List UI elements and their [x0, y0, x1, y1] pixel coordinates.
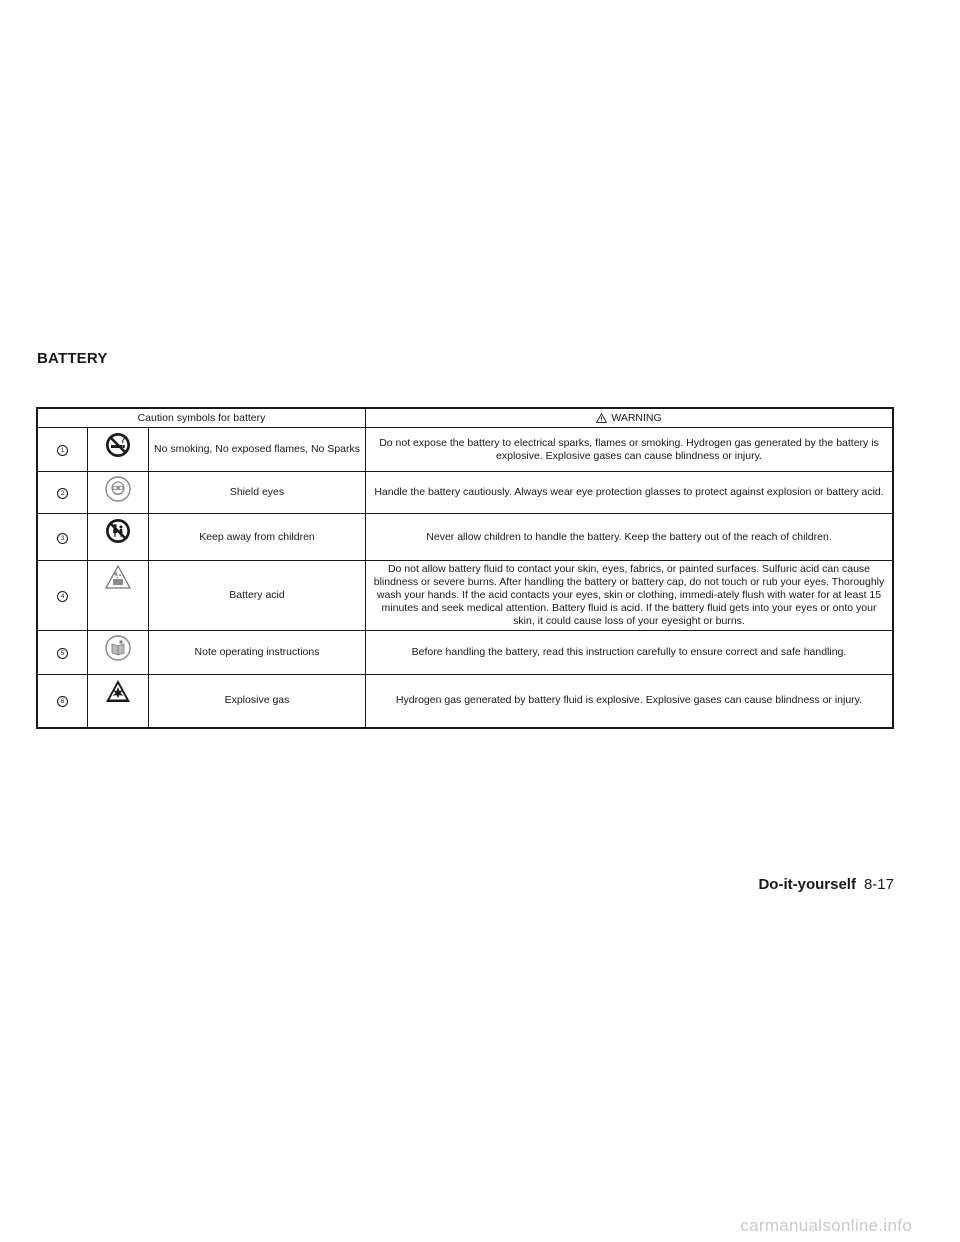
symbol-label: Note operating instructions	[149, 631, 366, 675]
page-footer	[758, 876, 894, 893]
row-number-cell	[37, 514, 88, 561]
row-number-cell	[37, 472, 88, 514]
footer-page-number: 8-17	[863, 876, 894, 893]
shield-eyes-icon	[105, 476, 131, 502]
symbol-label: Battery acid	[149, 561, 366, 631]
table-row	[37, 514, 893, 561]
symbol-cell	[88, 428, 149, 472]
table-header-row	[37, 408, 893, 428]
keep-away-children-icon	[105, 518, 131, 544]
row-number: 1	[57, 445, 68, 456]
no-smoking-icon	[105, 432, 131, 458]
table-row	[37, 561, 893, 631]
symbol-cell	[88, 675, 149, 728]
row-number: 2	[57, 488, 68, 499]
table-row	[37, 472, 893, 514]
row-number: 6	[57, 696, 68, 707]
row-number: 4	[57, 591, 68, 602]
table-row	[37, 428, 893, 472]
explosive-gas-icon	[105, 679, 131, 703]
header-caution-symbols: Caution symbols for battery	[37, 408, 366, 428]
warning-triangle-icon	[596, 413, 607, 423]
symbol-cell	[88, 561, 149, 631]
section-title: BATTERY	[37, 350, 108, 367]
symbol-cell	[88, 631, 149, 675]
symbol-cell	[88, 514, 149, 561]
row-number-cell	[37, 428, 88, 472]
operating-instructions-icon	[105, 635, 131, 661]
row-number-cell	[37, 561, 88, 631]
row-number: 3	[57, 533, 68, 544]
watermark: carmanualsonline.info	[740, 1216, 912, 1235]
header-warning	[366, 408, 894, 428]
row-number-cell	[37, 631, 88, 675]
symbol-label: No smoking, No exposed flames, No Sparks	[149, 428, 366, 472]
symbol-cell	[88, 472, 149, 514]
warning-label: WARNING	[611, 411, 662, 424]
row-number: 5	[57, 648, 68, 659]
symbol-label: Shield eyes	[149, 472, 366, 514]
battery-acid-icon	[105, 565, 131, 589]
table-row	[37, 631, 893, 675]
table-row	[37, 675, 893, 728]
warning-description: Do not expose the battery to electrical sparks, flames or smoking. Hydrogen gas generated by the battery is explosive. Explosive gases can cause blindness or injury.	[366, 428, 894, 472]
warning-description: Hydrogen gas generated by battery fluid is explosive. Explosive gases can cause blindness or injury.	[366, 675, 894, 728]
warning-description: Before handling the battery, read this instruction carefully to ensure correct and safe handling.	[366, 631, 894, 675]
warning-description: Handle the battery cautiously. Always wear eye protection glasses to protect against explosion or battery acid.	[366, 472, 894, 514]
symbol-label: Keep away from children	[149, 514, 366, 561]
warning-description: Do not allow battery fluid to contact your skin, eyes, fabrics, or painted surfaces. Sulfuric acid can cause blindness or severe burns. After handling the battery or battery cap, do not touch or rub your eyes. Thoroughly wash your hands. If the acid contacts your eyes, skin or clothing, immedi-ately flush with water for at least 15 minutes and seek medical attention. Battery fluid is acid. If the battery fluid gets into your eyes or onto your skin, it could cause loss of your eyesight or burns.	[366, 561, 894, 631]
battery-caution-table	[36, 407, 894, 729]
warning-description: Never allow children to handle the battery. Keep the battery out of the reach of children.	[366, 514, 894, 561]
row-number-cell	[37, 675, 88, 728]
symbol-label: Explosive gas	[149, 675, 366, 728]
footer-section-name: Do-it-yourself	[758, 876, 856, 893]
